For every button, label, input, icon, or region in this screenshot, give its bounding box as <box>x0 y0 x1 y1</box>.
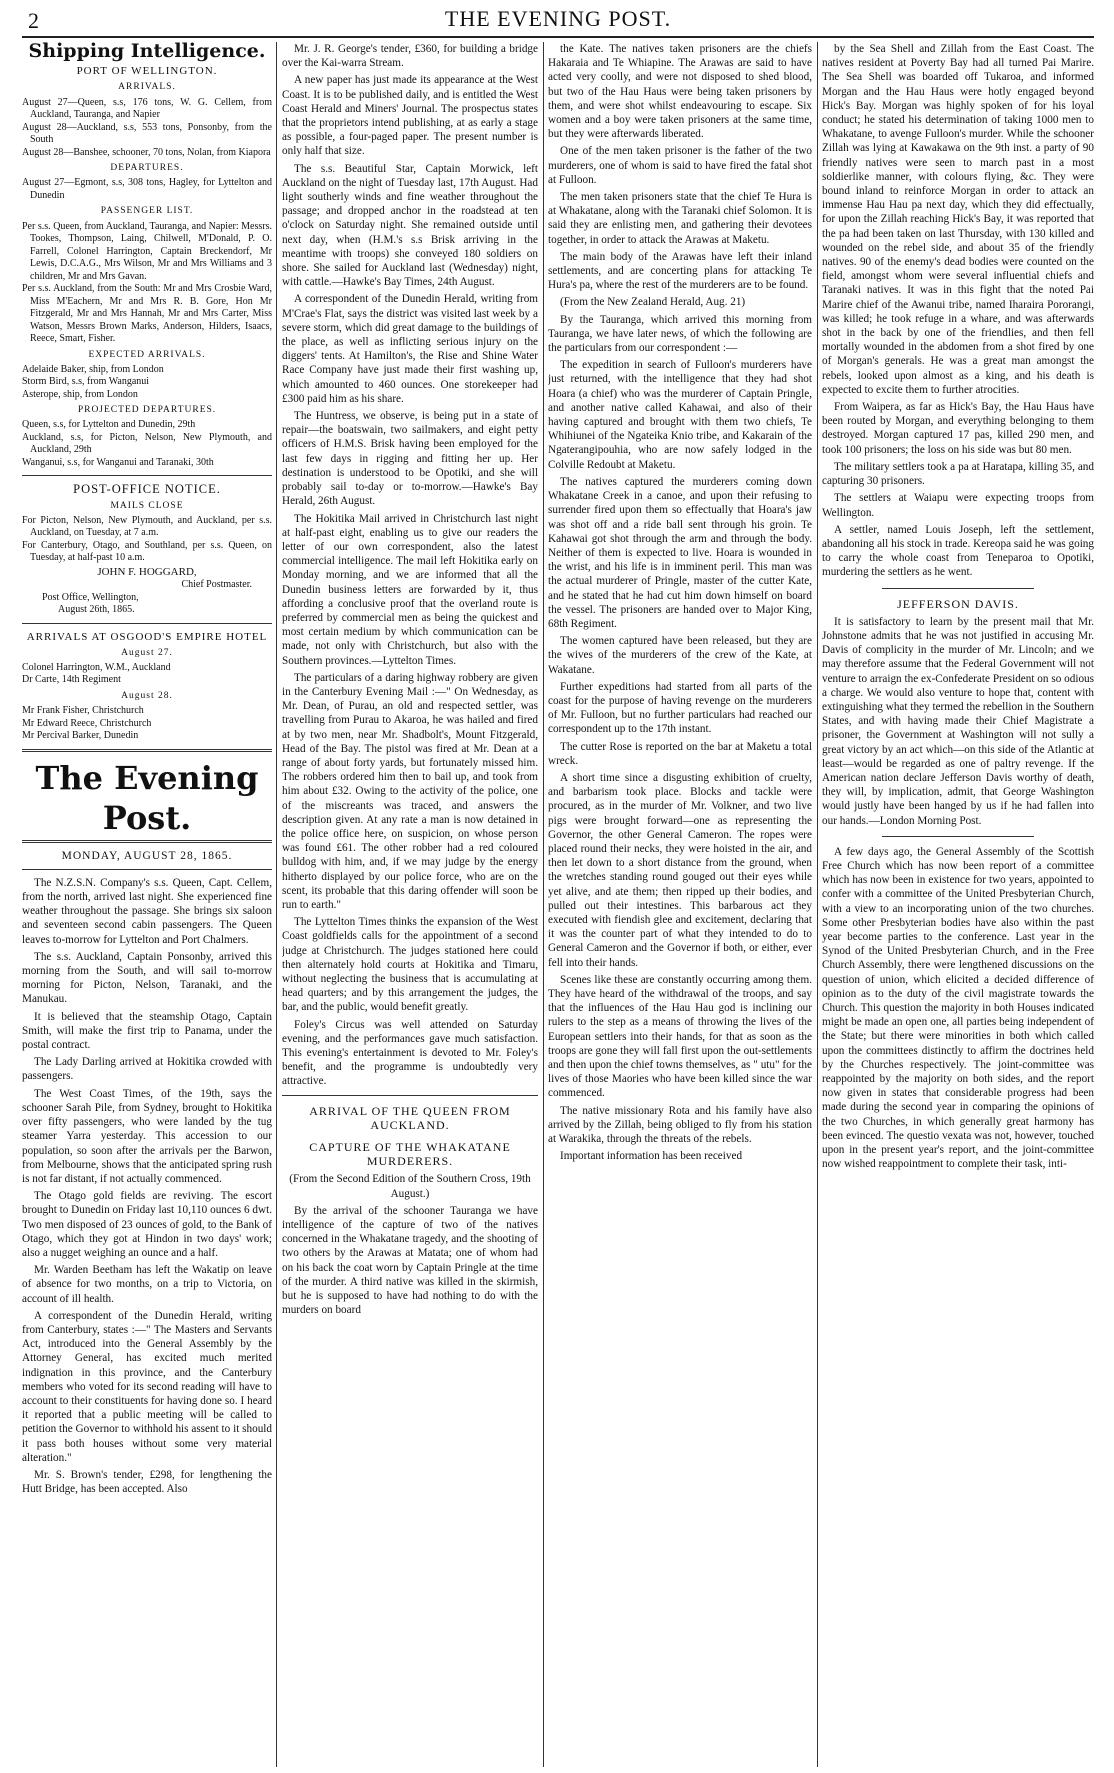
article-paragraph: A new paper has just made its appearance at the West Coast. It is to be published daily, and is entitled the West Coast Herald and Miners' Journal. The prospectus states that the proprietors intend publishing, at as early a stage as possible, a four-paged paper. The present number is only half that size. <box>282 74 538 158</box>
divider <box>22 840 272 843</box>
article-paragraph: From Waipera, as far as Hick's Bay, the Hau Haus have been routed by Morgan, and everything belonging to them destroyed. Morgan captured 17 pas, killed 290 men, and took 100 prisoners; the loss on his side was but 80 men. <box>822 401 1094 456</box>
departures-list <box>22 177 272 202</box>
divider <box>22 475 272 476</box>
article-heading: CAPTURE OF THE WHAKATANE MURDERERS. <box>309 1140 511 1169</box>
list-item: Per s.s. Queen, from Auckland, Tauranga, and Napier: Messrs. Tookes, Thompson, Laing, Chilwell, M'Donald, P. O. Farrell, Colonel Harrington, Captain Breckendorf, Mr Lewis, D.C.A.G., Mrs Wilson, Mr and Mrs Williams and 3 children, Mr and Mrs Gavan. <box>22 220 272 282</box>
article-paragraph: The N.Z.S.N. Company's s.s. Queen, Capt. Cellem, from the north, arrived last night. She experienced fine weather throughout the passage. She brings six saloon and seventeen second cabin passengers. The Queen leaves to-morrow for Lyttelton and Port Chalmers. <box>22 876 272 946</box>
article-source: (From the Second Edition of the Southern Cross, 19th August.) <box>289 1173 531 1200</box>
passenger-heading: PASSENGER LIST. <box>100 206 194 217</box>
hotel-date: August 27. <box>121 647 173 658</box>
list-item: Mr Frank Fisher, Christchurch <box>22 705 144 717</box>
list-item: Storm Bird, s.s, from Wanganui <box>22 376 150 388</box>
running-header <box>22 6 1094 38</box>
list-item: August 27—Egmont, s.s, 308 tons, Hagley, for Lyttelton and Dunedin <box>22 177 272 201</box>
article-paragraph: A correspondent of the Dunedin Herald, writing from M'Crae's Flat, says the district was visited last week by a severe storm, which did great damage to the buildings of the place, as well as inflicting serious injury on the diggers' tents. At Hamilton's, the Rise and Shine Water Race Company have just made their first washing up, which amounted to 460 ounces. One storekeeper had £300 paid him as his share. <box>282 293 538 405</box>
list-item: Mr Edward Reece, Christchurch <box>22 717 152 729</box>
expected-list <box>22 364 272 402</box>
article-paragraph: By the Tauranga, which arrived this morning from Tauranga, we have later news, of which the following are the particulars from our correspondent :— <box>548 313 812 355</box>
article-paragraph: The military settlers took a pa at Haratapa, killing 35, and capturing 30 prisoners. <box>822 460 1094 488</box>
arrivals-heading: ARRIVALS. <box>118 82 176 93</box>
article-paragraph: (From the New Zealand Herald, Aug. 21) <box>560 296 746 309</box>
column-1 <box>22 42 272 1767</box>
column-rule <box>276 42 277 1767</box>
divider <box>22 869 272 870</box>
departures-heading: DEPARTURES. <box>110 163 184 174</box>
mails-list <box>22 515 272 565</box>
list-item: August 27—Queen, s.s, 176 tons, W. G. Cellem, from Auckland, Tauranga, and Napier <box>22 96 272 121</box>
article-paragraph: The men taken prisoners state that the chief Te Hura is at Whakatane, along with the Taranaki chief Solomon. It is said they are enlisting men, and gathering their devotees together, in order to attack the Arawas at Maketu. <box>548 191 812 246</box>
article-paragraph: One of the men taken prisoner is the father of the two murderers, one of whom is said to have fired the fatal shot at Fulloon. <box>548 145 812 186</box>
hotel-date: August 28. <box>121 690 173 701</box>
article-paragraph: Foley's Circus was well attended on Saturday evening, and the performances gave much satisfaction. This evening's entertainment is devoted to Mr. Foley's benefit, and the programme is undoubtedly very attractive. <box>282 1018 538 1088</box>
page-number: 2 <box>28 8 39 33</box>
postmaster-title: Chief Postmaster. <box>181 579 252 591</box>
article-paragraph: The settlers at Waiapu were expecting troops from Wellington. <box>822 492 1094 519</box>
column-3 <box>548 42 812 1767</box>
list-item: Adelaide Baker, ship, from London <box>22 363 164 375</box>
article-paragraph: It is satisfactory to learn by the present mail that Mr. Johnstone admits that he was not justified in accusing Mr. Davis of complicity in the murder of Mr. Lincoln; and we may therefore assume that the Federal Government will not venture to arraign the ex-Confederate President on so odious a charge. We would also venture to hope that, content with extinguishing what they termed the rebellion in the Southern States, and with having made their Chief Magistrate a prisoner, the Government at Washington will not sully a great victory by an act which—on this side of the Atlantic at least—would be regarded as one of paltry revenge. If the American nation declare Jefferson Davis worthy of death, they will, by implication, admit, that George Washington would justly have been hanged by us if he had fallen into our hands.—London Morning Post. <box>822 615 1094 827</box>
article-paragraph: A settler, named Louis Joseph, left the settlement, abandoning all his stock in trade. Kereopa said he was going to carry the whole coast from Teneparoa to Opotiki, murdering the settlers as he went. <box>822 523 1094 579</box>
article-paragraph: A short time since a disgusting exhibition of cruelty, and barbarism took place. Blocks and tackle were procured, as in the murder of Mr. Volkner, and two live pigs were brought forward—one as representing the Governor, the other General Cameron. The ropes were placed round their necks, they were hoisted in the air, and then let down to a short distance from the ground, when the wretches standing round gouged out their eyes while yet alive, and ate them; then ripped up their bodies, and pulled out their intestines. This barbarous act they executed with fiendish glee and excitement, declaring that it was the counter part of what they intended to do to General Cameron and the Governor if both, or either, ever fell into their hands. <box>548 771 812 969</box>
shipping-intelligence-title: Shipping Intelligence. <box>28 42 266 62</box>
article-paragraph: A correspondent of the Dunedin Herald, writing from Canterbury, states :—" The Masters and Servants Act, introduced into the General Assembly by the Attorney General, has excited much merited indignation in this province, and the Canterbury members who voted for its second reading will have to account to their constituents for having done so. I heard it reported that a public meeting will be called to petition the Governor to withhold his assent to it should it pass both houses without some very material alteration." <box>22 1309 272 1464</box>
list-item: Asterope, ship, from London <box>22 388 138 400</box>
list-item: For Picton, Nelson, New Plymouth, and Auckland, per s.s. Auckland, on Tuesday, at 7 a.m. <box>22 514 272 539</box>
list-item: August 28—Auckland, s.s, 553 tons, Ponsonby, from the South <box>22 121 272 146</box>
post-office-heading: POST-OFFICE NOTICE. <box>73 482 221 497</box>
passenger-list <box>22 221 272 346</box>
column-4 <box>822 42 1094 1767</box>
article-paragraph: Scenes like these are constantly occurring among them. They have heard of the withdrawal of the troops, and say that the influences of the Hau Hau god is inclining our rulers to the step as a means of throwing the lives of the European settlers into their hands, for that as soon as the troops are gone they will fall first upon the out-settlements and then upon the chief towns themselves, as " utu" for the lives of those Maories who have been killed since the war commenced. <box>548 973 812 1100</box>
expected-heading: EXPECTED ARRIVALS. <box>88 349 206 360</box>
post-office-date: August 26th, 1865. <box>58 604 135 616</box>
arrivals-list <box>22 97 272 160</box>
divider <box>882 836 1034 837</box>
divider <box>22 749 272 752</box>
article-paragraph: The expedition in search of Fulloon's murderers have just returned, with the intelligence that they had shot Hoara (a chief) who was the murderer of Captain Pringle, and another native called Kahawai, and also of their having captured and brought with them two chiefs, Te Whihiunei of the Ngateika Knio tribe, and Kakarain of the Ngaterangipouhia, who are now safely lodged in the Colville Redoubt at Maketu. <box>548 359 812 471</box>
article-paragraph: by the Sea Shell and Zillah from the East Coast. The natives resident at Poverty Bay had all turned Pai Marire. The Sea Shell was boarded off Tukaroa, and informed Morgan and the Hau Haus were hotly engaged beyond Hick's Bay. Morgan was highly spoken of for his loyal conduct; he stated his determination of taking 1000 men to Whakatane, to avenge Fulloon's murder. While the schooner Zillah was lying at Kawakawa on the 9th inst. a party of 90 friendly natives were seen to march past in a most soldierlike manner, with colours flying, &c. They were bound inland to reinforce Morgan in order to attack an immense Hau Hau pa next day, which they did effectually, for upon the Zillah reaching Hick's Bay, it was reported that the pa had been taken on last Thursday, with 130 killed and wounded on the rebel side, and about 35 of the friendly natives. 90 of the enemy's dead bodies were counted on the field, amongst whom were several influential chiefs and Taranaki natives. It was in this fight that the noted Pai Marire chief of the Awanui tribe, named Iharaira Pororangi, was killed; he took refuge in a whare, and was afterwards shot in the back by one of the friendlies, and then fell mortally wounded in the abdomen from a shot fired by one of Morgan's generals. He was a great man amongst the rebels, looked upon almost as a king, and his death is expected to excite them to further atrocities. <box>822 43 1094 396</box>
article-paragraph: The Otago gold fields are reviving. The escort brought to Dunedin on Friday last 10,110 ounces 6 dwt. Two men disposed of 23 ounces of gold, to the Bank of Otago, which they got at Hindon in two days' work; also a nugget weighing an ounce and a half. <box>22 1190 272 1259</box>
article-paragraph: The particulars of a daring highway robbery are given in the Canterbury Evening Mail :—" On Wednesday, as Mr. Dean, of Purau, an old and respected settler, was travelling from Purau to Akaroa, he was hailed and fired at by two men, near Mr. Shadbolt's, Mount Fitzgerald, Head of the Bay. The pistol was fired at Mr. Dean at a range of about forty yards, but fortunately missed him. The robbers ordered him then to bail up, and took from him about £32. Owing to the activity of the police, one of the miscreants was traced, and answers the description given. At any rate a man is now detained in the police office here, on suspicion, on whose person was found £61. The other robber had a red coloured bulldog with him, and, if we may judge by the energy hitherto displayed by our police force, who are on the scent, its probable that this daring offender will soon be run to earth." <box>282 671 538 911</box>
post-office-place: Post Office, Wellington, <box>42 591 139 603</box>
column-2 <box>282 42 538 1767</box>
article-paragraph: Mr. S. Brown's tender, £298, for lengthening the Hutt Bridge, has been accepted. Also <box>22 1468 272 1496</box>
article-heading: ARRIVAL OF THE QUEEN FROM AUCKLAND. <box>309 1103 511 1132</box>
article-paragraph: Further expeditions had started from all parts of the coast for the purpose of having revenge on the murderers of Mr. Fulloon, but no further particulars had reached our correspondent up to the 17th instant. <box>548 680 812 736</box>
article-paragraph: The women captured have been released, but they are the wives of the murderers of the crew of the Kate, at Wakatane. <box>548 635 812 676</box>
list-item: For Canterbury, Otago, and Southland, per s.s. Queen, on Tuesday, at half-past 10 a.m. <box>22 539 272 564</box>
article-paragraph: The s.s. Beautiful Star, Captain Morwick, left Auckland on the night of Tuesday last, 17th August. Had light southerly winds and fine weather throughout the passage; and dropped anchor in the roadstead at ten o'clock on Saturday night. She remained outside until next day, when (H.M.'s s.s Brisk arriving in the meantime with troops) she conveyed 180 soldiers on shore. She sailed for Auckland last (Wednesday) night, with cattle.—Hawke's Bay Times, 24th August. <box>282 162 538 289</box>
article-paragraph: The native missionary Rota and his family have also arrived by the Zillah, being obliged to fly from his station at Warakika, through the threats of the rebels. <box>548 1104 812 1146</box>
list-item: Dr Carte, 14th Regiment <box>22 674 121 686</box>
column-rule <box>543 42 544 1767</box>
masthead-title: THE EVENING POST. <box>444 6 672 31</box>
list-item: Per s.s. Auckland, from the South: Mr and Mrs Crosbie Ward, Miss M'Eachern, Mr and Mrs R. B. Gore, Hon Mr Fitzgerald, Mr and Mrs Hannah, Mr and Mrs Carter, Miss Watson, Messrs Brown Marks, Anderson, Hilders, Isaacs, Reece, Smart, Fisher. <box>22 283 272 345</box>
article-paragraph: The West Coast Times, of the 19th, says the schooner Sarah Pile, from Sydney, brought to Hokitika over fifty passengers, who were landed by the tug steamer Yarra yesterday. This accession to our population, so soon after the arrivals per the Barwon, from Melbourne, shows that the anticipated spring rush is not far distant, if not actually commenced. <box>22 1087 272 1185</box>
list-item: Mr Percival Barker, Dunedin <box>22 730 139 742</box>
divider <box>882 588 1034 589</box>
list-item: August 28—Banshee, schooner, 70 tons, Nolan, from Kiapora <box>22 146 271 158</box>
list-item: Wanganui, s.s, for Wanganui and Taranaki, 30th <box>22 456 214 468</box>
projected-list <box>22 419 272 469</box>
list-item: Colonel Harrington, W.M., Auckland <box>22 661 171 673</box>
article-paragraph: A few days ago, the General Assembly of the Scottish Free Church which has now been report of a committee which has now been in existence for two years, appointed to confer with a committee of the United Presbyterian Church, with a view to an incorporating union of the two churches. Some other Presbyterian bodies have also within the past year become parties to the conference. Last year in the Synod of the United Presbyterian Church, and in the Free Church Assembly, there were lengthened discussions on the question of union, which elicited a decided difference of opinion as to the duty of the civil magistrate towards the Church. This question the majority in both Houses indicated might be made an open one, all parties being independent of the State; but there were minorities in both which called upon the committees distinctly to affirm the doctrines held by the Churches respectively. The joint-committee was reappointed by the majority on both sides, and the report now given in states that considerable progress had been made during the second year in comparing the opinions of the two Churches, in which generally great harmony has been evinced. The questio vexata was not, however, touched upon in the present year's report, and the joint-committee now wished reappointment to complete their task, inti- <box>822 845 1094 1171</box>
port-heading: PORT OF WELLINGTON. <box>76 65 218 78</box>
article-paragraph: Mr. J. R. George's tender, £360, for building a bridge over the Kai-warra Stream. <box>282 43 538 70</box>
article-paragraph: The Hokitika Mail arrived in Christchurch last night at half-past eight, enabling us to give our readers the letter of our own correspondent, also the latest commercial intelligence. The mail left Hokitika early on Monday morning, and we are informed that all the Dunedin business letters are forwarded by it, thus affording a conclusive proof that the overland route is preferred by commercial men as being the quickest and most certain medium by which communication can be made, not only with Christchurch, but also with the Southern provinces.—Lyttelton Times. <box>282 512 538 667</box>
article-paragraph: The natives captured the murderers coming down Whakatane Creek in a canoe, and upon their refusing to surrender fired upon them so effectually that Hoara's jaw was shot off and a ride ball sent through his groin. Te Kahawai got shot through the arm and through the body. Neither of them is expected to live. Hoara is wounded in the wrist, and his life is in imminent peril. This man was the actual murderer of Pringle, master of the cutter Kate, and he stated that he had cut him down himself on board the vessel. The prisoners are handed over to Major King, 68th Regiment. <box>548 475 812 630</box>
article-paragraph: Mr. Warden Beetham has left the Wakatip on leave of absence for two months, on a trip to Victoria, on account of ill health. <box>22 1264 272 1305</box>
article-paragraph: The Huntress, we observe, is being put in a state of repair—the boatswain, two sailmakers, and eight petty officers of H.M.S. Brisk having been employed for the last few days in rigging and fitting her up. Her destination is understood to be Opotiki, and she will probably sail to-day or to-morrow.—Hawke's Bay Herald, 26th August. <box>282 410 538 508</box>
article-paragraph: The cutter Rose is reported on the bar at Maketu a total wreck. <box>548 740 812 767</box>
list-item: Auckland, s.s, for Picton, Nelson, New Plymouth, and Auckland, 29th <box>22 431 272 456</box>
article-heading: JEFFERSON DAVIS. <box>897 596 1019 611</box>
article-paragraph: The Lady Darling arrived at Hokitika crowded with passengers. <box>22 1056 272 1083</box>
hotel-heading: ARRIVALS AT OSGOOD'S EMPIRE HOTEL <box>26 630 268 643</box>
article-paragraph: the Kate. The natives taken prisoners are the chiefs Hakaraia and Te Whiapine. The Arawas are said to have acted very coolly, and were not disposed to shed blood, but two of the Hau Haus were being taken prisoners by them, and were shot whilst endeavouring to escape. Six women and a boy were taken prisoners at the same time, but they were afterwards liberated. <box>548 43 812 141</box>
mails-close-label: MAILS CLOSE <box>110 500 184 511</box>
divider <box>282 1095 538 1096</box>
divider <box>22 623 272 624</box>
projected-heading: PROJECTED DEPARTURES. <box>77 405 217 416</box>
dateline: MONDAY, AUGUST 28, 1865. <box>61 849 233 862</box>
postmaster-name: JOHN F. HOGGARD, <box>97 565 197 578</box>
article-paragraph: Important information has been received <box>560 1150 743 1163</box>
article-paragraph: The s.s. Auckland, Captain Ponsonby, arrived this morning from the South, and will sail to-morrow morning for Picton, Nelson, Taranaki, and the Manukau. <box>22 950 272 1006</box>
article-paragraph: By the arrival of the schooner Tauranga we have intelligence of the capture of two of the natives concerned in the Whakatane tragedy, and the shooting of two others by the Arawas at Matata; one of whom had on his back the coat worn by Captain Pringle at the time of the murder. A third native was killed in the skirmish, but he is supposed to have had nothing to do with the murders on board <box>282 1204 538 1317</box>
article-paragraph: It is believed that the steamship Otago, Captain Smith, will make the first trip to Panama, under the postal contract. <box>22 1010 272 1052</box>
hotel-list <box>22 705 272 743</box>
article-paragraph: The Lyttelton Times thinks the expansion of the West Coast goldfields calls for the appointment of a second judge at Christchurch. The judges stationed here could then alternately hold courts at Hokitika and Timaru, without neglecting the business that is accumulating at head quarters; and by this arrangement the judges, the bar, and the public, would benefit greatly. <box>282 916 538 1014</box>
column-rule <box>817 42 818 1767</box>
article-paragraph: The main body of the Arawas have left their inland settlements, and are concerting plans for attacking Te Hura's pa, where the rest of the murderers are to be found. <box>548 250 812 292</box>
list-item: Queen, s.s, for Lyttelton and Dunedin, 29th <box>22 419 196 431</box>
paper-title: The Evening Post. <box>35 758 259 837</box>
hotel-list <box>22 662 272 687</box>
